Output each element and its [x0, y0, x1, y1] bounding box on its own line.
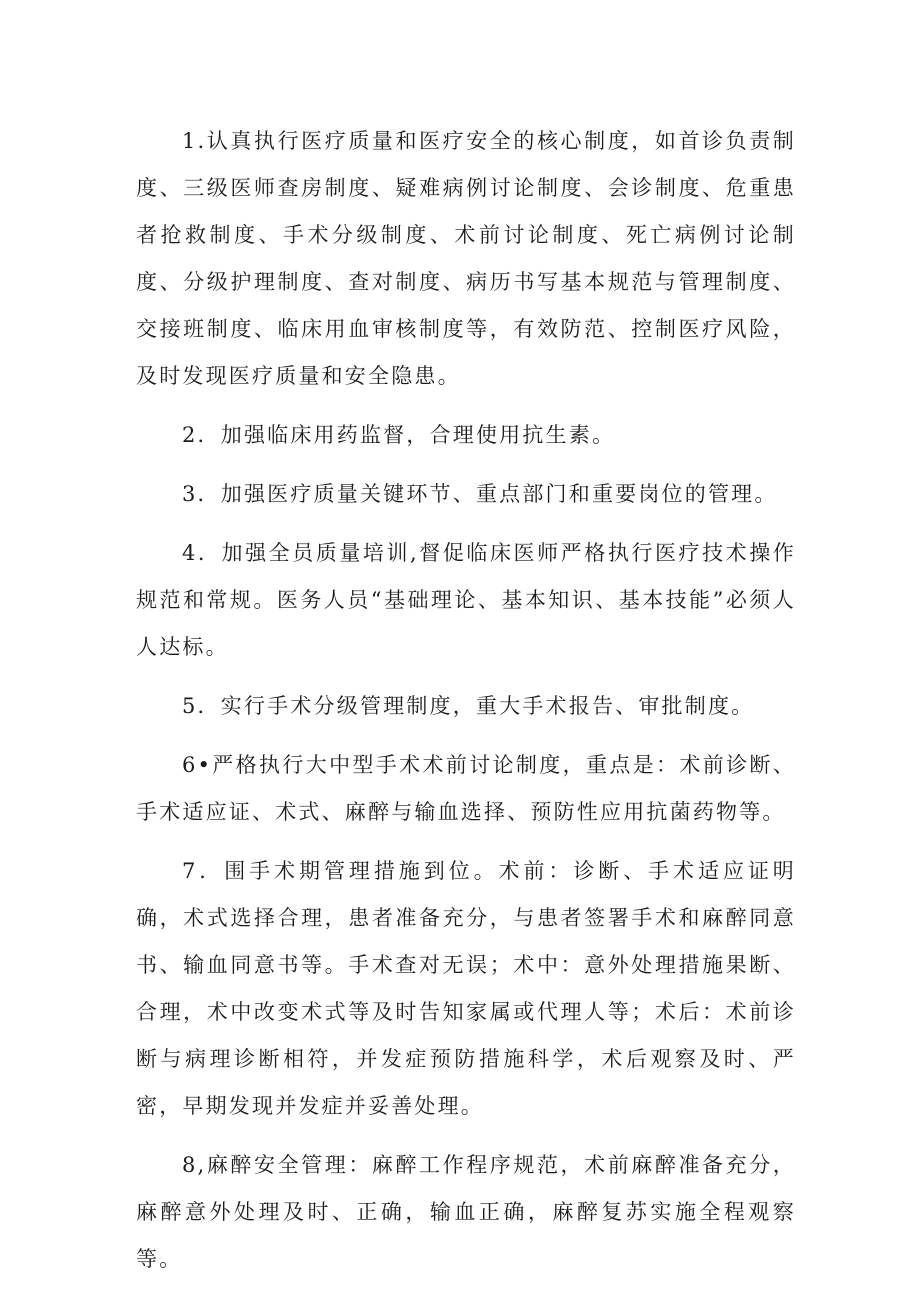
paragraph-7: 7．围手术期管理措施到位。术前：诊断、手术适应证明确，术式选择合理，患者准备充分，与患者签署手术和麻醉同意书、输血同意书等。手术查对无误；术中：意外处理措施果断、合理，术中改变术式等及时告知家属或代理人等；术后：术前诊断与病理诊断相符，并发症预防措施科学，术后观察及时、严密，早期发现并发症并妥善处理。	[136, 859, 796, 1118]
paragraph-5: 5．实行手术分级管理制度，重大手术报告、审批制度。	[182, 694, 755, 718]
paragraph-1: 1.认真执行医疗质量和医疗安全的核心制度，如首诊负责制度、三级医师查房制度、疑难病例讨论制度、会诊制度、危重患者抢救制度、手术分级制度、术前讨论制度、死亡病例讨论制度、分级护理制度、查对制度、病历书写基本规范与管理制度、交接班制度、临床用血审核制度等，有效防范、控制医疗风险，及时发现医疗质量和安全隐患。	[136, 129, 796, 388]
paragraph-3: 3．加强医疗质量关键环节、重点部门和重要岗位的管理。	[182, 482, 778, 506]
document-body	[136, 118, 796, 1295]
paragraph-2: 2．加强临床用药监督，合理使用抗生素。	[182, 423, 616, 447]
paragraph-4: 4．加强全员质量培训,督促临床医师严格执行医疗技术操作规范和常规。医务人员“基础理论、基本知识、基本技能”必须人人达标。	[136, 541, 796, 659]
paragraph-6: 6•严格执行大中型手术术前讨论制度，重点是：术前诊断、手术适应证、术式、麻醉与输血选择、预防性应用抗菌药物等。	[136, 753, 796, 824]
paragraph-8: 8,麻醉安全管理：麻醉工作程序规范，术前麻醉准备充分，麻醉意外处理及时、正确，输血正确，麻醉复苏实施全程观察等。	[136, 1153, 796, 1271]
